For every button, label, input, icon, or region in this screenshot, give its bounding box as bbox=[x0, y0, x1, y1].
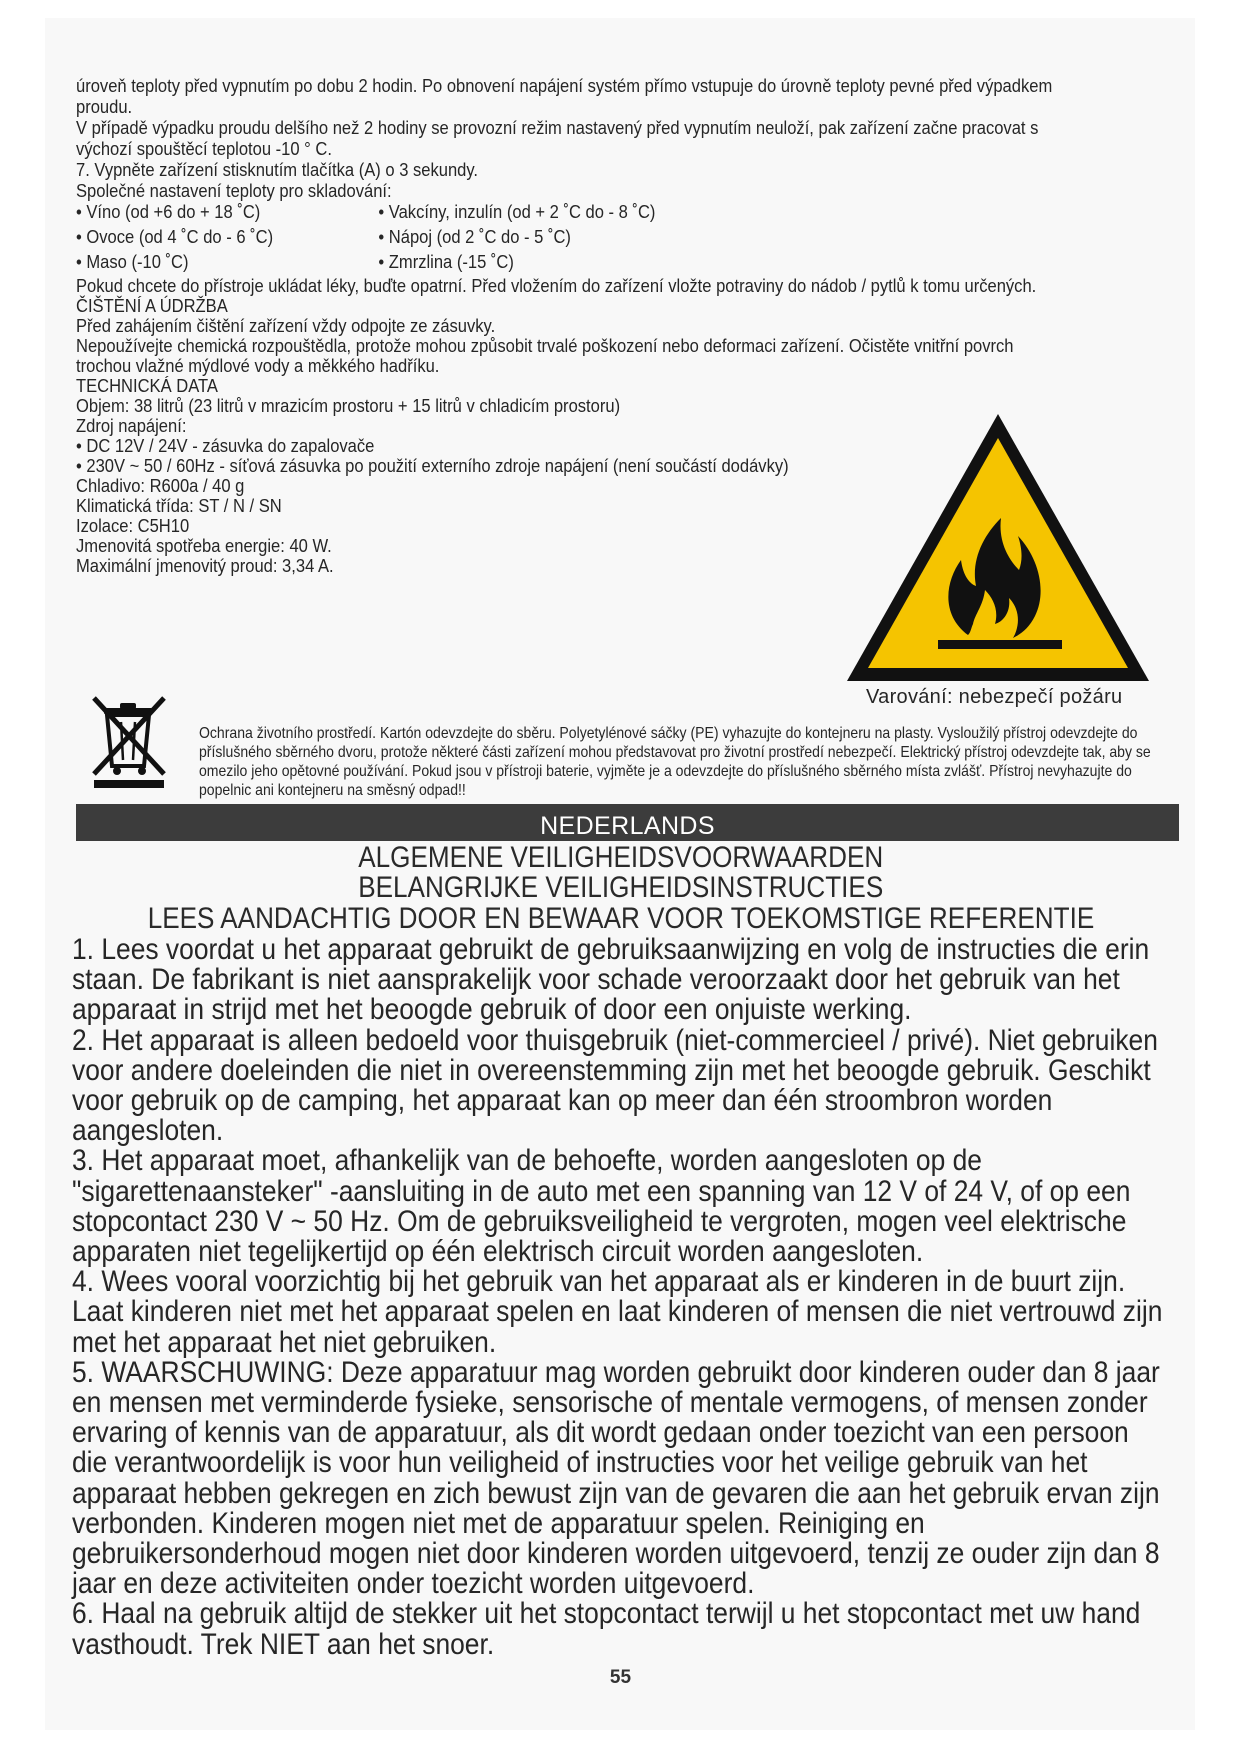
storage-item: • Víno (od +6 do + 18 ˚C) bbox=[76, 201, 261, 222]
tech-line: Izolace: C5H10 bbox=[76, 515, 190, 536]
environment-text: Ochrana životního prostředí. Kartón odevzdejte do sběru. Polyetylénové sáčky (PE) vyhazujte do kontejneru na plasty. Vysloužilý přístroj odevzdejte do příslušného sběrného dvoru, protože některé části zařízení mohou představovat pro životní prostředí nebezpečí. Elektrický přístroj odevzdejte tak, aby se omezilo jeho opětovné používání. Pokud jsou v přístroji baterie, vyjměte je a odevzdejte do příslušného sběrného místa zvlášť. Přístroj nevyhazujte do popelnic ani kontejneru na směsný odpad!! bbox=[199, 724, 1151, 799]
medicine-note: Pokud chcete do přístroje ukládat léky, buďte opatrní. Před vložením do zařízení vložte potraviny do nádob / pytlů k tomu určených. bbox=[76, 275, 1037, 296]
tech-line: • 230V ~ 50 / 60Hz - síťová zásuvka po použití externího zdroje napájení (není součástí dodávky) bbox=[76, 455, 789, 476]
title-read-carefully: LEES AANDACHTIG DOOR EN BEWAAR VOOR TOEKOMSTIGE REFERENTIE bbox=[147, 902, 1094, 935]
storage-heading: Společné nastavení teploty pro skladování: bbox=[76, 180, 392, 201]
list-item: 1. Lees voordat u het apparaat gebruikt de gebruiksaanwijzing en volg de instructies die erin staan. De fabrikant is niet aansprakelijk voor schade veroorzaakt door het gebruik van het apparaat in strijd met het beoogde gebruik of door een onjuiste werking. bbox=[72, 933, 1150, 1027]
storage-item: • Ovoce (od 4 ˚C do - 6 ˚C) bbox=[76, 226, 274, 247]
tech-line: Chladivo: R600a / 40 g bbox=[76, 475, 245, 496]
tech-line: Maximální jmenovitý proud: 3,34 A. bbox=[76, 555, 334, 576]
storage-item: • Zmrzlina (-15 ˚C) bbox=[378, 251, 514, 272]
storage-item: • Nápoj (od 2 ˚C do - 5 ˚C) bbox=[378, 226, 571, 247]
tech-line: Zdroj napájení: bbox=[76, 415, 187, 436]
tech-line: Objem: 38 litrů (23 litrů v mrazicím prostoru + 15 litrů v chladicím prostoru) bbox=[76, 395, 621, 416]
tech-line: • DC 12V / 24V - zásuvka do zapalovače bbox=[76, 435, 375, 456]
list-item: 4. Wees vooral voorzichtig bij het gebruik van het apparaat als er kinderen in de buurt zijn. Laat kinderen niet met het apparaat spelen en laat kinderen of mensen die niet vertrouwd zijn met het apparaat het niet gebruiken. bbox=[72, 1265, 1163, 1359]
warning-caption: Varování: nebezpečí požáru bbox=[866, 686, 1123, 708]
tech-line: Jmenovitá spotřeba energie: 40 W. bbox=[76, 535, 332, 556]
czech-step: 7. Vypněte zařízení stisknutím tlačítka (A) o 3 sekundy. bbox=[76, 159, 479, 180]
list-item: 6. Haal na gebruik altijd de stekker uit het stopcontact terwijl u het stopcontact met uw hand vasthoudt. Trek NIET aan het snoer. bbox=[72, 1597, 1141, 1661]
cleaning-line: Před zahájením čištění zařízení vždy odpojte ze zásuvky. bbox=[76, 315, 496, 336]
weee-bin-icon bbox=[88, 690, 170, 790]
language-bar: NEDERLANDS bbox=[76, 804, 1179, 841]
czech-paragraph: úroveň teploty před vypnutím po dobu 2 hodin. Po obnovení napájení systém přímo vstupuje do úrovně teploty pevné před výpadkem proudu. bbox=[76, 75, 1053, 117]
tech-line: Klimatická třída: ST / N / SN bbox=[76, 495, 282, 516]
dutch-instructions bbox=[72, 935, 1168, 1660]
title-safety-instructions: BELANGRIJKE VEILIGHEIDSINSTRUCTIES bbox=[357, 871, 884, 904]
list-item: 3. Het apparaat moet, afhankelijk van de behoefte, worden aangesloten op de "sigarettenaansteker" -aansluiting in de auto met een spanning van 12 V of 24 V, of op een stopcontact 230 V ~ 50 Hz. Om de gebruiksveiligheid te vergroten, mogen veel elektrische apparaten niet tegelijkertijd op één elektrisch circuit worden aangesloten. bbox=[72, 1144, 1131, 1269]
page-number: 55 bbox=[609, 1667, 632, 1688]
tech-heading: TECHNICKÁ DATA bbox=[76, 375, 218, 396]
fire-warning-icon bbox=[843, 410, 1153, 685]
list-item: 2. Het apparaat is alleen bedoeld voor thuisgebruik (niet-commercieel / privé). Niet gebruiken voor andere doeleinden die niet in overeenstemming zijn met het beoogde gebruik. Geschikt voor gebruik op de camping, het apparaat kan op meer dan één stroombron worden aangesloten. bbox=[72, 1023, 1158, 1148]
storage-row bbox=[76, 201, 1066, 226]
cleaning-heading: ČIŠTĚNÍ A ÚDRŽBA bbox=[76, 295, 228, 316]
list-item: 5. WAARSCHUWING: Deze apparatuur mag worden gebruikt door kinderen ouder dan 8 jaar en mensen met verminderde fysieke, sensorische of mentale vermogens, of mensen zonder ervaring of kennis van de apparatuur, als dit wordt gedaan onder toezicht van een persoon die verantwoordelijk is voor hun veiligheid of instructies voor het veilige gebruik van het apparaat hebben gekregen en zich bewust zijn van de gevaren die aan het gebruik ervan zijn verbonden. Kinderen mogen niet met de apparatuur spelen. Reiniging en gebruikersonderhoud mogen niet door kinderen worden uitgevoerd, tenzij ze ouder zijn dan 8 jaar en deze activiteiten onder toezicht worden uitgevoerd. bbox=[72, 1355, 1160, 1601]
storage-row bbox=[76, 251, 1066, 276]
cleaning-line: Nepoužívejte chemická rozpouštědla, protože mohou způsobit trvalé poškození nebo deformaci zařízení. Očistěte vnitřní povrch trochou vlažné mýdlové vody a měkkého hadříku. bbox=[76, 335, 1014, 376]
storage-row bbox=[76, 226, 1066, 251]
storage-item: • Vakcíny, inzulín (od + 2 ˚C do - 8 ˚C) bbox=[378, 201, 656, 222]
czech-paragraph: V případě výpadku proudu delšího než 2 hodiny se provozní režim nastavený před vypnutím neuloží, pak zařízení začne pracovat s výchozí spouštěcí teplotou -10 ° C. bbox=[76, 117, 1039, 159]
storage-item: • Maso (-10 ˚C) bbox=[76, 251, 189, 272]
title-general-safety: ALGEMENE VEILIGHEIDSVOORWAARDEN bbox=[357, 841, 884, 874]
